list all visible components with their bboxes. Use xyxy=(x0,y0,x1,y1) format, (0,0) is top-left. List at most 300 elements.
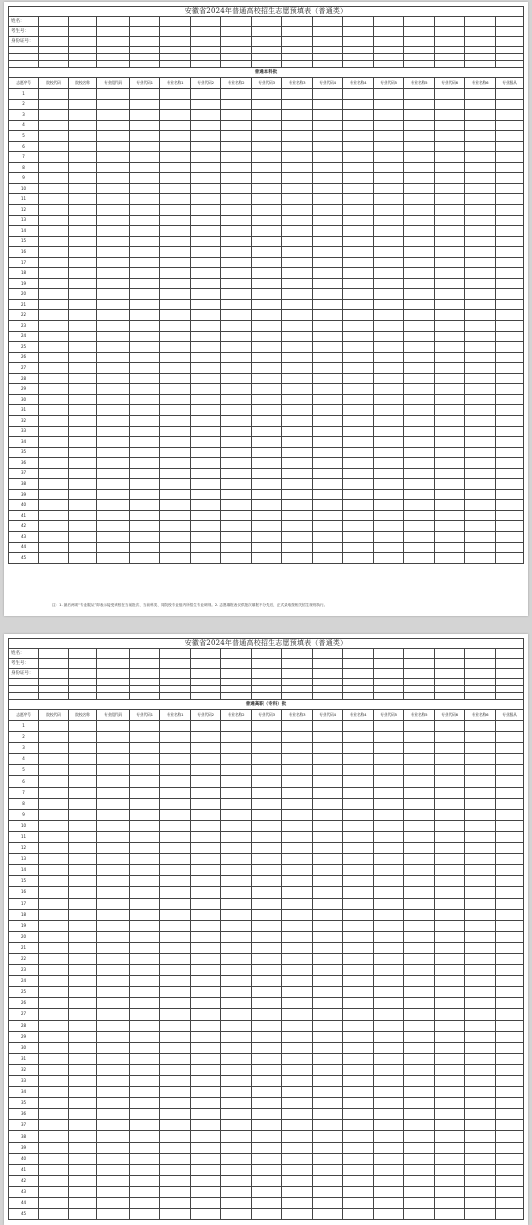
entry-cell[interactable] xyxy=(313,1009,343,1020)
entry-cell[interactable] xyxy=(374,776,404,787)
entry-cell[interactable] xyxy=(496,1142,524,1153)
entry-cell[interactable] xyxy=(221,447,252,458)
entry-cell[interactable] xyxy=(496,798,524,809)
entry-cell[interactable] xyxy=(97,876,130,887)
entry-cell[interactable] xyxy=(69,1053,97,1064)
entry-cell[interactable] xyxy=(435,998,465,1009)
entry-cell[interactable] xyxy=(496,152,524,163)
entry-cell[interactable] xyxy=(374,1042,404,1053)
entry-cell[interactable] xyxy=(496,1087,524,1098)
entry-cell[interactable] xyxy=(39,1153,69,1164)
entry-cell[interactable] xyxy=(313,173,343,184)
entry-cell[interactable] xyxy=(343,278,374,289)
entry-cell[interactable] xyxy=(435,721,465,732)
entry-cell[interactable] xyxy=(130,1164,160,1175)
entry-cell[interactable] xyxy=(130,553,160,564)
entry-cell[interactable] xyxy=(313,1053,343,1064)
entry-cell[interactable] xyxy=(130,183,160,194)
entry-cell[interactable] xyxy=(69,426,97,437)
entry-cell[interactable] xyxy=(374,215,404,226)
entry-cell[interactable] xyxy=(160,152,191,163)
entry-cell[interactable] xyxy=(465,898,496,909)
entry-cell[interactable] xyxy=(130,998,160,1009)
entry-cell[interactable] xyxy=(496,1042,524,1053)
entry-cell[interactable] xyxy=(343,798,374,809)
entry-cell[interactable] xyxy=(191,820,221,831)
entry-cell[interactable] xyxy=(39,384,69,395)
entry-cell[interactable] xyxy=(374,299,404,310)
entry-cell[interactable] xyxy=(374,898,404,909)
entry-cell[interactable] xyxy=(343,363,374,374)
entry-cell[interactable] xyxy=(404,743,435,754)
exam-number-field[interactable] xyxy=(252,659,282,669)
entry-cell[interactable] xyxy=(69,257,97,268)
entry-cell[interactable] xyxy=(97,394,130,405)
entry-cell[interactable] xyxy=(435,1209,465,1220)
entry-cell[interactable] xyxy=(252,183,282,194)
entry-cell[interactable] xyxy=(39,1076,69,1087)
entry-cell[interactable] xyxy=(435,831,465,842)
entry-cell[interactable] xyxy=(252,776,282,787)
entry-cell[interactable] xyxy=(374,226,404,237)
entry-cell[interactable] xyxy=(160,1164,191,1175)
entry-cell[interactable] xyxy=(465,110,496,121)
entry-cell[interactable] xyxy=(282,765,313,776)
entry-cell[interactable] xyxy=(69,373,97,384)
entry-cell[interactable] xyxy=(39,920,69,931)
entry-cell[interactable] xyxy=(130,953,160,964)
entry-cell[interactable] xyxy=(465,531,496,542)
entry-cell[interactable] xyxy=(97,1031,130,1042)
entry-cell[interactable] xyxy=(191,1064,221,1075)
entry-cell[interactable] xyxy=(404,384,435,395)
entry-cell[interactable] xyxy=(97,1076,130,1087)
entry-cell[interactable] xyxy=(221,162,252,173)
id-number-field[interactable] xyxy=(374,669,404,679)
entry-cell[interactable] xyxy=(465,215,496,226)
exam-number-field[interactable] xyxy=(465,659,496,669)
entry-cell[interactable] xyxy=(496,887,524,898)
entry-cell[interactable] xyxy=(39,998,69,1009)
entry-cell[interactable] xyxy=(435,194,465,205)
entry-cell[interactable] xyxy=(313,257,343,268)
entry-cell[interactable] xyxy=(69,415,97,426)
entry-cell[interactable] xyxy=(160,299,191,310)
entry-cell[interactable] xyxy=(130,1064,160,1075)
entry-cell[interactable] xyxy=(465,1153,496,1164)
entry-cell[interactable] xyxy=(343,1009,374,1020)
entry-cell[interactable] xyxy=(435,865,465,876)
entry-cell[interactable] xyxy=(160,531,191,542)
entry-cell[interactable] xyxy=(130,843,160,854)
entry-cell[interactable] xyxy=(282,1031,313,1042)
entry-cell[interactable] xyxy=(343,765,374,776)
entry-cell[interactable] xyxy=(39,553,69,564)
entry-cell[interactable] xyxy=(435,898,465,909)
entry-cell[interactable] xyxy=(343,310,374,321)
entry-cell[interactable] xyxy=(496,1153,524,1164)
entry-cell[interactable] xyxy=(39,405,69,416)
entry-cell[interactable] xyxy=(252,1198,282,1209)
entry-cell[interactable] xyxy=(160,226,191,237)
entry-cell[interactable] xyxy=(465,226,496,237)
entry-cell[interactable] xyxy=(191,415,221,426)
entry-cell[interactable] xyxy=(343,468,374,479)
entry-cell[interactable] xyxy=(191,887,221,898)
entry-cell[interactable] xyxy=(97,489,130,500)
entry-cell[interactable] xyxy=(313,289,343,300)
entry-cell[interactable] xyxy=(343,141,374,152)
entry-cell[interactable] xyxy=(160,1020,191,1031)
entry-cell[interactable] xyxy=(374,965,404,976)
entry-cell[interactable] xyxy=(191,965,221,976)
entry-cell[interactable] xyxy=(435,1198,465,1209)
entry-cell[interactable] xyxy=(496,787,524,798)
entry-cell[interactable] xyxy=(435,776,465,787)
entry-cell[interactable] xyxy=(404,278,435,289)
entry-cell[interactable] xyxy=(221,542,252,553)
entry-cell[interactable] xyxy=(404,247,435,258)
entry-cell[interactable] xyxy=(282,226,313,237)
entry-cell[interactable] xyxy=(374,909,404,920)
entry-cell[interactable] xyxy=(343,205,374,216)
entry-cell[interactable] xyxy=(313,1142,343,1153)
entry-cell[interactable] xyxy=(343,479,374,490)
entry-cell[interactable] xyxy=(496,521,524,532)
entry-cell[interactable] xyxy=(39,1053,69,1064)
entry-cell[interactable] xyxy=(252,373,282,384)
entry-cell[interactable] xyxy=(374,521,404,532)
entry-cell[interactable] xyxy=(191,831,221,842)
entry-cell[interactable] xyxy=(282,909,313,920)
entry-cell[interactable] xyxy=(130,510,160,521)
entry-cell[interactable] xyxy=(465,953,496,964)
entry-cell[interactable] xyxy=(343,976,374,987)
entry-cell[interactable] xyxy=(435,942,465,953)
entry-cell[interactable] xyxy=(496,289,524,300)
entry-cell[interactable] xyxy=(435,289,465,300)
entry-cell[interactable] xyxy=(465,809,496,820)
entry-cell[interactable] xyxy=(221,479,252,490)
entry-cell[interactable] xyxy=(252,268,282,279)
entry-cell[interactable] xyxy=(313,500,343,511)
exam-number-field[interactable] xyxy=(282,27,313,37)
id-number-field[interactable] xyxy=(97,37,130,47)
entry-cell[interactable] xyxy=(191,447,221,458)
entry-cell[interactable] xyxy=(130,787,160,798)
entry-cell[interactable] xyxy=(374,1209,404,1220)
entry-cell[interactable] xyxy=(465,278,496,289)
entry-cell[interactable] xyxy=(496,299,524,310)
entry-cell[interactable] xyxy=(39,89,69,100)
entry-cell[interactable] xyxy=(191,278,221,289)
entry-cell[interactable] xyxy=(343,1031,374,1042)
entry-cell[interactable] xyxy=(252,236,282,247)
entry-cell[interactable] xyxy=(130,1009,160,1020)
name-field[interactable] xyxy=(69,649,97,659)
entry-cell[interactable] xyxy=(282,384,313,395)
entry-cell[interactable] xyxy=(221,1120,252,1131)
entry-cell[interactable] xyxy=(404,942,435,953)
exam-number-field[interactable] xyxy=(252,27,282,37)
entry-cell[interactable] xyxy=(39,1209,69,1220)
entry-cell[interactable] xyxy=(130,415,160,426)
entry-cell[interactable] xyxy=(252,998,282,1009)
entry-cell[interactable] xyxy=(465,1020,496,1031)
entry-cell[interactable] xyxy=(282,1076,313,1087)
entry-cell[interactable] xyxy=(282,1109,313,1120)
entry-cell[interactable] xyxy=(313,321,343,332)
entry-cell[interactable] xyxy=(465,99,496,110)
entry-cell[interactable] xyxy=(343,965,374,976)
entry-cell[interactable] xyxy=(160,120,191,131)
entry-cell[interactable] xyxy=(435,500,465,511)
entry-cell[interactable] xyxy=(69,953,97,964)
entry-cell[interactable] xyxy=(496,1020,524,1031)
entry-cell[interactable] xyxy=(221,89,252,100)
entry-cell[interactable] xyxy=(313,809,343,820)
entry-cell[interactable] xyxy=(191,987,221,998)
entry-cell[interactable] xyxy=(343,942,374,953)
entry-cell[interactable] xyxy=(252,1076,282,1087)
entry-cell[interactable] xyxy=(496,1120,524,1131)
entry-cell[interactable] xyxy=(252,489,282,500)
exam-number-field[interactable] xyxy=(69,659,97,669)
entry-cell[interactable] xyxy=(343,342,374,353)
exam-number-field[interactable] xyxy=(496,659,524,669)
entry-cell[interactable] xyxy=(343,887,374,898)
entry-cell[interactable] xyxy=(191,331,221,342)
entry-cell[interactable] xyxy=(404,289,435,300)
entry-cell[interactable] xyxy=(160,820,191,831)
entry-cell[interactable] xyxy=(343,131,374,142)
entry-cell[interactable] xyxy=(282,173,313,184)
entry-cell[interactable] xyxy=(97,721,130,732)
entry-cell[interactable] xyxy=(282,1053,313,1064)
entry-cell[interactable] xyxy=(39,987,69,998)
entry-cell[interactable] xyxy=(374,887,404,898)
entry-cell[interactable] xyxy=(374,1064,404,1075)
entry-cell[interactable] xyxy=(496,854,524,865)
exam-number-field[interactable] xyxy=(191,659,221,669)
entry-cell[interactable] xyxy=(465,310,496,321)
entry-cell[interactable] xyxy=(465,1209,496,1220)
entry-cell[interactable] xyxy=(252,394,282,405)
entry-cell[interactable] xyxy=(39,931,69,942)
entry-cell[interactable] xyxy=(39,887,69,898)
id-number-field[interactable] xyxy=(97,669,130,679)
entry-cell[interactable] xyxy=(97,1009,130,1020)
entry-cell[interactable] xyxy=(465,987,496,998)
entry-cell[interactable] xyxy=(496,110,524,121)
entry-cell[interactable] xyxy=(191,1186,221,1197)
entry-cell[interactable] xyxy=(465,426,496,437)
entry-cell[interactable] xyxy=(313,1076,343,1087)
entry-cell[interactable] xyxy=(313,1153,343,1164)
entry-cell[interactable] xyxy=(160,831,191,842)
entry-cell[interactable] xyxy=(435,405,465,416)
entry-cell[interactable] xyxy=(160,809,191,820)
entry-cell[interactable] xyxy=(130,289,160,300)
entry-cell[interactable] xyxy=(39,415,69,426)
name-field[interactable] xyxy=(374,17,404,27)
entry-cell[interactable] xyxy=(252,321,282,332)
entry-cell[interactable] xyxy=(313,99,343,110)
entry-cell[interactable] xyxy=(465,1076,496,1087)
entry-cell[interactable] xyxy=(221,1098,252,1109)
entry-cell[interactable] xyxy=(221,215,252,226)
entry-cell[interactable] xyxy=(39,437,69,448)
entry-cell[interactable] xyxy=(404,1087,435,1098)
entry-cell[interactable] xyxy=(252,1064,282,1075)
entry-cell[interactable] xyxy=(160,89,191,100)
entry-cell[interactable] xyxy=(465,489,496,500)
entry-cell[interactable] xyxy=(191,268,221,279)
entry-cell[interactable] xyxy=(191,1153,221,1164)
entry-cell[interactable] xyxy=(191,909,221,920)
entry-cell[interactable] xyxy=(374,489,404,500)
entry-cell[interactable] xyxy=(374,1098,404,1109)
entry-cell[interactable] xyxy=(313,205,343,216)
entry-cell[interactable] xyxy=(313,162,343,173)
entry-cell[interactable] xyxy=(97,1153,130,1164)
entry-cell[interactable] xyxy=(191,236,221,247)
entry-cell[interactable] xyxy=(221,521,252,532)
entry-cell[interactable] xyxy=(313,268,343,279)
entry-cell[interactable] xyxy=(69,1109,97,1120)
entry-cell[interactable] xyxy=(221,141,252,152)
entry-cell[interactable] xyxy=(160,99,191,110)
entry-cell[interactable] xyxy=(282,920,313,931)
entry-cell[interactable] xyxy=(282,942,313,953)
entry-cell[interactable] xyxy=(97,384,130,395)
entry-cell[interactable] xyxy=(404,965,435,976)
entry-cell[interactable] xyxy=(404,1042,435,1053)
entry-cell[interactable] xyxy=(282,310,313,321)
entry-cell[interactable] xyxy=(343,394,374,405)
entry-cell[interactable] xyxy=(191,489,221,500)
entry-cell[interactable] xyxy=(282,447,313,458)
entry-cell[interactable] xyxy=(221,1186,252,1197)
entry-cell[interactable] xyxy=(97,447,130,458)
entry-cell[interactable] xyxy=(39,831,69,842)
entry-cell[interactable] xyxy=(39,363,69,374)
name-field[interactable] xyxy=(160,649,191,659)
entry-cell[interactable] xyxy=(282,721,313,732)
entry-cell[interactable] xyxy=(496,415,524,426)
entry-cell[interactable] xyxy=(496,510,524,521)
entry-cell[interactable] xyxy=(97,141,130,152)
entry-cell[interactable] xyxy=(252,1142,282,1153)
entry-cell[interactable] xyxy=(130,1175,160,1186)
entry-cell[interactable] xyxy=(252,331,282,342)
entry-cell[interactable] xyxy=(69,152,97,163)
entry-cell[interactable] xyxy=(496,865,524,876)
entry-cell[interactable] xyxy=(191,120,221,131)
entry-cell[interactable] xyxy=(221,152,252,163)
entry-cell[interactable] xyxy=(160,141,191,152)
entry-cell[interactable] xyxy=(160,887,191,898)
entry-cell[interactable] xyxy=(160,236,191,247)
entry-cell[interactable] xyxy=(252,458,282,469)
entry-cell[interactable] xyxy=(404,173,435,184)
entry-cell[interactable] xyxy=(313,854,343,865)
entry-cell[interactable] xyxy=(404,426,435,437)
entry-cell[interactable] xyxy=(221,310,252,321)
entry-cell[interactable] xyxy=(221,965,252,976)
entry-cell[interactable] xyxy=(282,131,313,142)
entry-cell[interactable] xyxy=(343,299,374,310)
entry-cell[interactable] xyxy=(160,1142,191,1153)
entry-cell[interactable] xyxy=(221,1053,252,1064)
entry-cell[interactable] xyxy=(39,120,69,131)
entry-cell[interactable] xyxy=(496,1009,524,1020)
entry-cell[interactable] xyxy=(282,1198,313,1209)
entry-cell[interactable] xyxy=(282,865,313,876)
entry-cell[interactable] xyxy=(313,468,343,479)
entry-cell[interactable] xyxy=(69,1209,97,1220)
entry-cell[interactable] xyxy=(313,1098,343,1109)
entry-cell[interactable] xyxy=(130,931,160,942)
entry-cell[interactable] xyxy=(435,489,465,500)
entry-cell[interactable] xyxy=(465,236,496,247)
entry-cell[interactable] xyxy=(39,542,69,553)
entry-cell[interactable] xyxy=(435,809,465,820)
entry-cell[interactable] xyxy=(130,247,160,258)
entry-cell[interactable] xyxy=(374,363,404,374)
id-number-field[interactable] xyxy=(465,37,496,47)
entry-cell[interactable] xyxy=(69,405,97,416)
entry-cell[interactable] xyxy=(160,278,191,289)
entry-cell[interactable] xyxy=(39,1175,69,1186)
entry-cell[interactable] xyxy=(160,909,191,920)
entry-cell[interactable] xyxy=(160,1031,191,1042)
exam-number-field[interactable] xyxy=(97,659,130,669)
entry-cell[interactable] xyxy=(221,909,252,920)
entry-cell[interactable] xyxy=(404,765,435,776)
name-field[interactable] xyxy=(313,17,343,27)
entry-cell[interactable] xyxy=(191,553,221,564)
entry-cell[interactable] xyxy=(191,458,221,469)
entry-cell[interactable] xyxy=(252,743,282,754)
entry-cell[interactable] xyxy=(313,1131,343,1142)
entry-cell[interactable] xyxy=(221,953,252,964)
entry-cell[interactable] xyxy=(435,754,465,765)
entry-cell[interactable] xyxy=(97,865,130,876)
entry-cell[interactable] xyxy=(343,809,374,820)
entry-cell[interactable] xyxy=(496,998,524,1009)
entry-cell[interactable] xyxy=(435,820,465,831)
entry-cell[interactable] xyxy=(465,437,496,448)
entry-cell[interactable] xyxy=(374,1120,404,1131)
entry-cell[interactable] xyxy=(69,1064,97,1075)
entry-cell[interactable] xyxy=(282,854,313,865)
entry-cell[interactable] xyxy=(282,787,313,798)
entry-cell[interactable] xyxy=(221,236,252,247)
entry-cell[interactable] xyxy=(221,183,252,194)
entry-cell[interactable] xyxy=(191,942,221,953)
name-field[interactable] xyxy=(130,17,160,27)
entry-cell[interactable] xyxy=(435,141,465,152)
entry-cell[interactable] xyxy=(130,321,160,332)
name-field[interactable] xyxy=(435,649,465,659)
entry-cell[interactable] xyxy=(465,865,496,876)
entry-cell[interactable] xyxy=(343,1120,374,1131)
entry-cell[interactable] xyxy=(191,1164,221,1175)
name-field[interactable] xyxy=(97,649,130,659)
entry-cell[interactable] xyxy=(191,89,221,100)
entry-cell[interactable] xyxy=(343,1142,374,1153)
